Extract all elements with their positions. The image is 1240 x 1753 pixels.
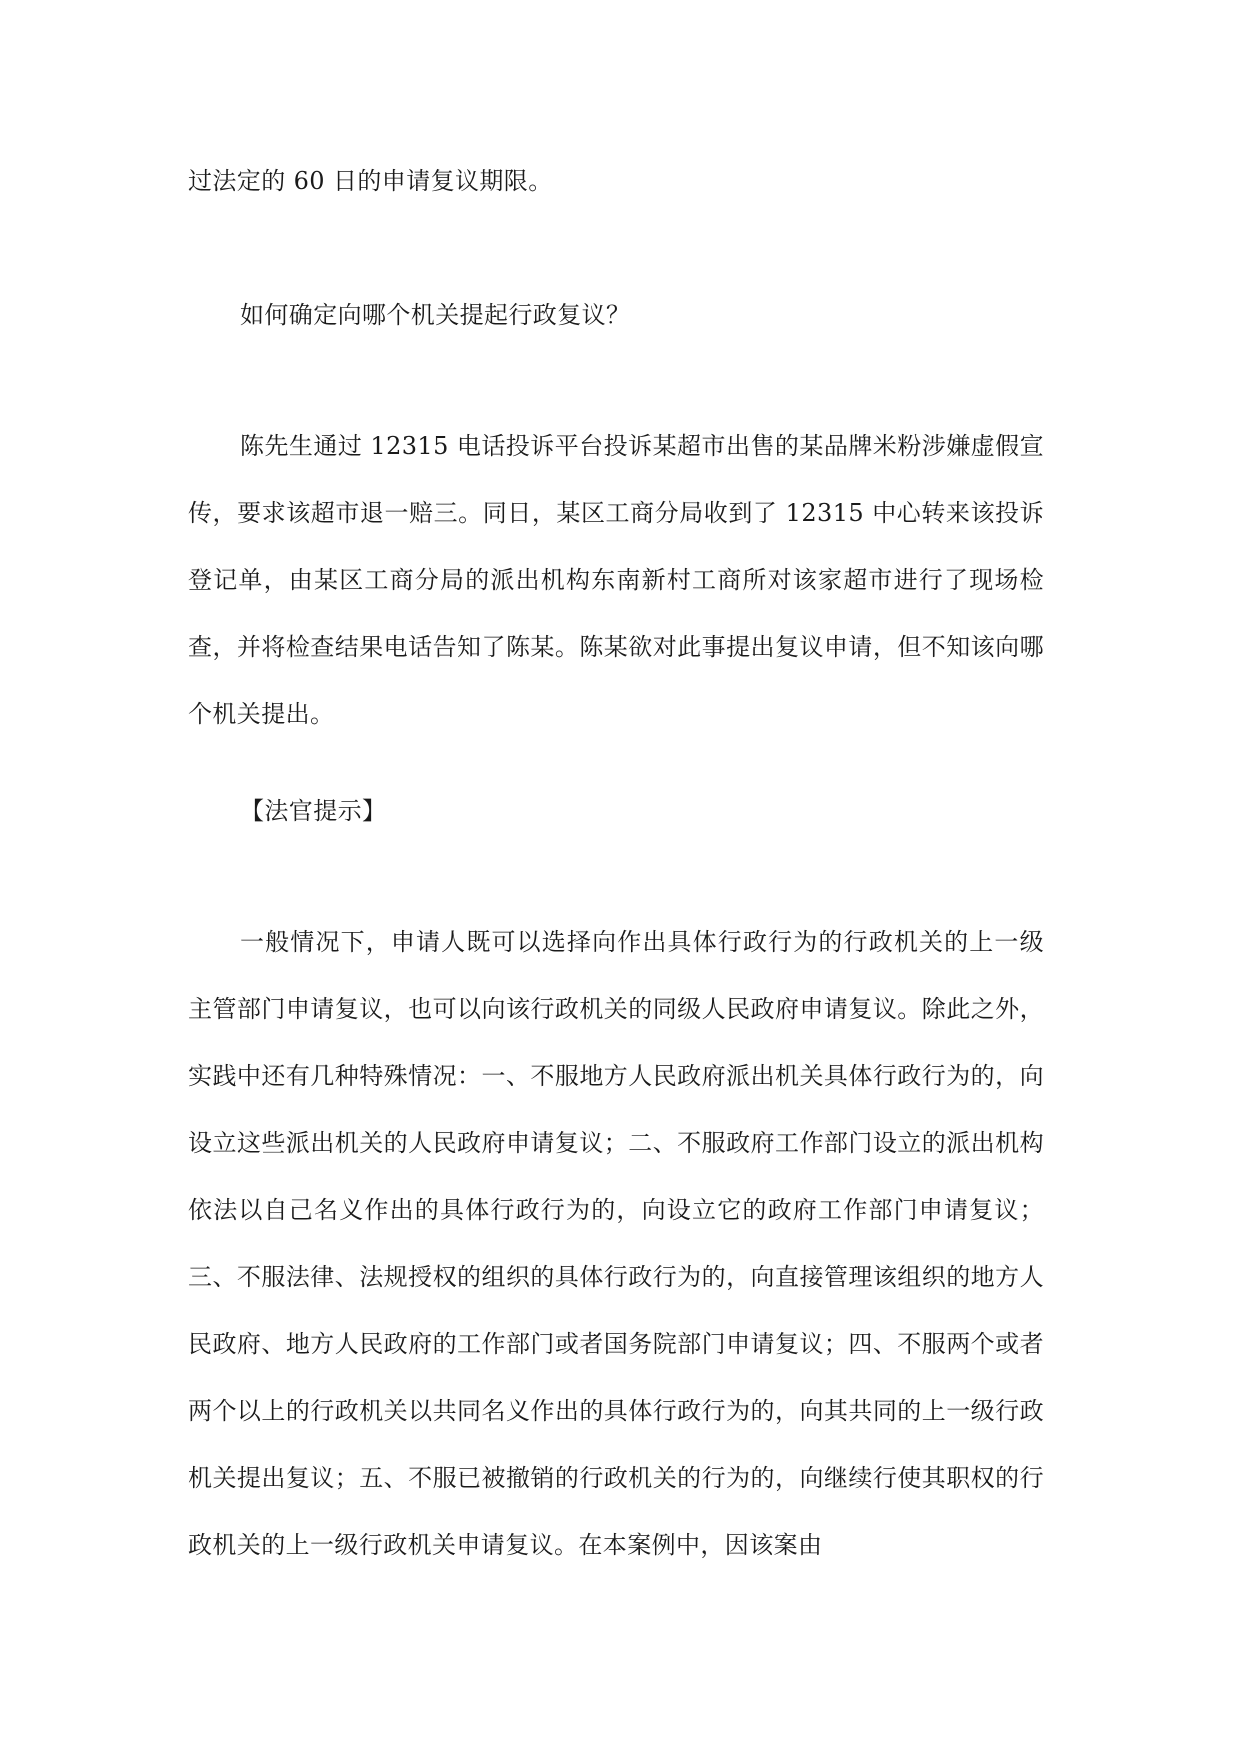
judge-tip-heading: 【法官提示】 bbox=[240, 797, 387, 825]
section-question-heading: 如何确定向哪个机关提起行政复议？ bbox=[240, 301, 631, 329]
paragraph-continuation: 过法定的 60 日的申请复议期限。 bbox=[188, 167, 553, 195]
case-description-paragraph: 陈先生通过 12315 电话投诉平台投诉某超市出售的某品牌米粉涉嫌虚假宣传，要求该超市退一赔三。同日，某区工商分局收到了 12315 中心转来该投诉登记单，由某区工商分局的派出机构东南新村工商所对该家超市进行了现场检查，并将检查结果电话告知了陈某。陈某欲对此事提出复议申请，但不知该向哪个机关提出。 bbox=[188, 432, 1044, 728]
judge-tip-paragraph: 一般情况下，申请人既可以选择向作出具体行政行为的行政机关的上一级主管部门申请复议，也可以向该行政机关的同级人民政府申请复议。除此之外，实践中还有几种特殊情况：一、不服地方人民政府派出机关具体行政行为的，向设立这些派出机关的人民政府申请复议；二、不服政府工作部门设立的派出机构依法以自己名义作出的具体行政行为的，向设立它的政府工作部门申请复议；三、不服法律、法规授权的组织的具体行政行为的，向直接管理该组织的地方人民政府、地方人民政府的工作部门或者国务院部门申请复议；四、不服两个或者两个以上的行政机关以共同名义作出的具体行政行为的，向其共同的上一级行政机关提出复议；五、不服已被撤销的行政机关的行为的，向继续行使其职权的行政机关的上一级行政机关申请复议。在本案例中，因该案由 bbox=[188, 928, 1044, 1559]
